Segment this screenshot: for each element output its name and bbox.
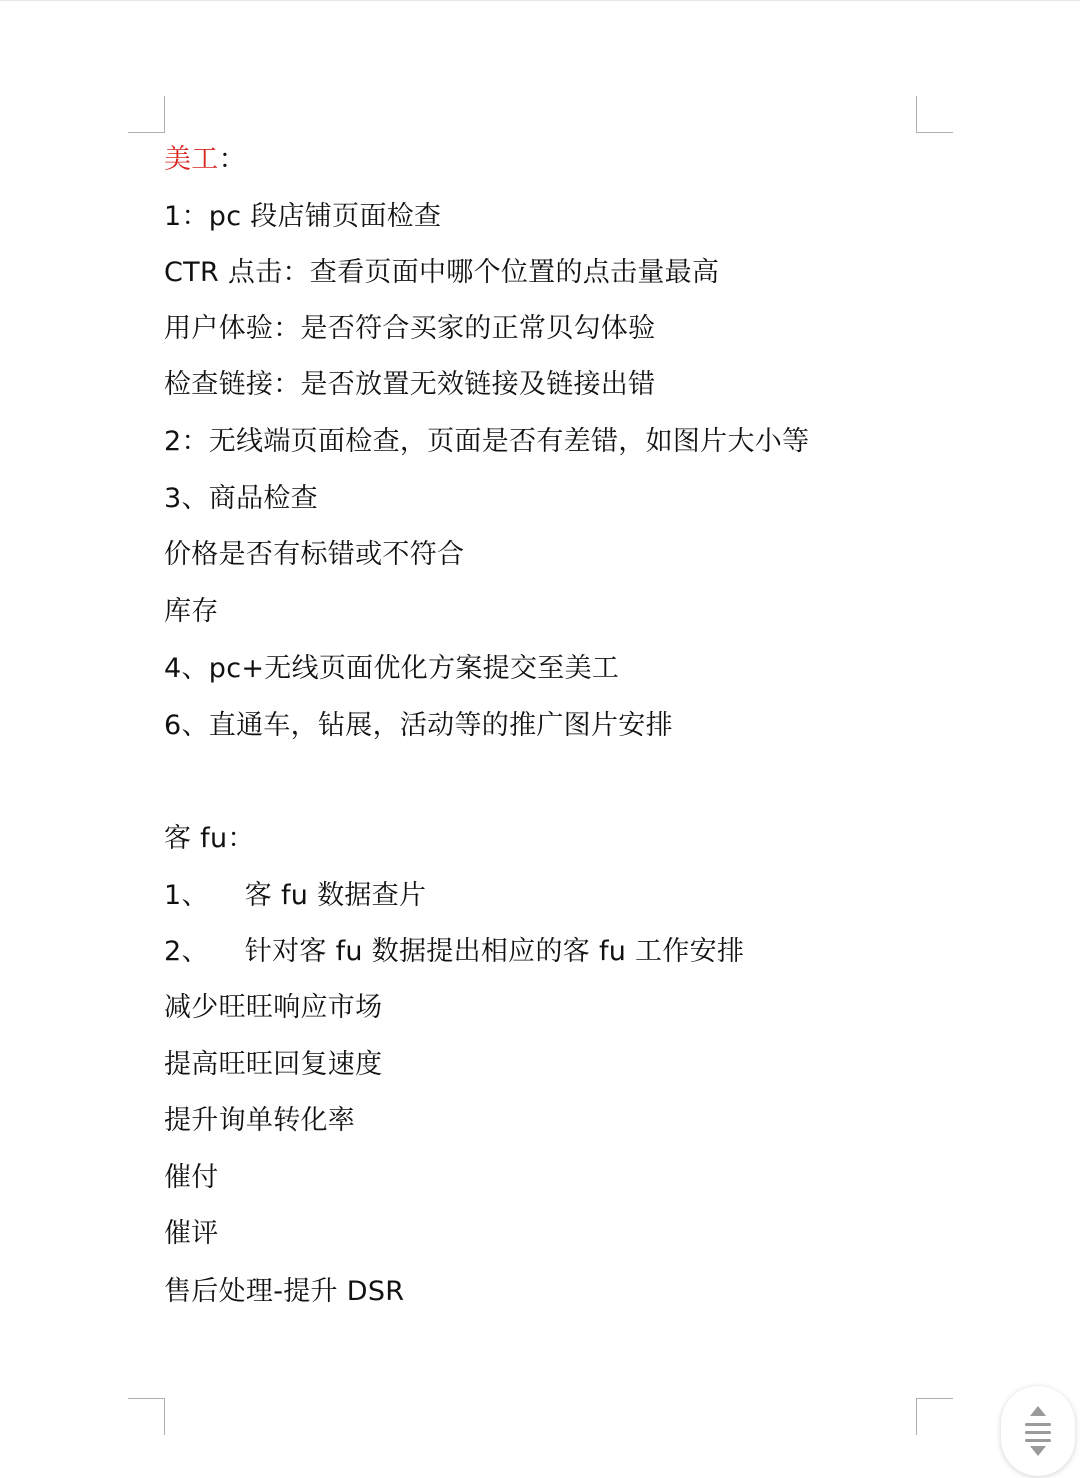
text-line: CTR 点击：查看页面中哪个位置的点击量最高 xyxy=(164,257,720,288)
text-line: 3、商品检查 xyxy=(164,483,318,514)
text-line: 2：无线端页面检查，页面是否有差错，如图片大小等 xyxy=(164,426,810,457)
item-number: 1、 xyxy=(164,880,209,911)
text-line: 4、pc+无线页面优化方案提交至美工 xyxy=(164,653,620,684)
text-line: 售后处理-提升 DSR xyxy=(164,1276,405,1307)
margin-mark-top-right xyxy=(916,96,953,133)
text-line: 减少旺旺响应市场 xyxy=(164,992,383,1023)
margin-mark-bottom-left xyxy=(128,1398,165,1435)
text-line: 催付 xyxy=(164,1162,219,1193)
numbered-item xyxy=(164,934,744,970)
section-heading-meigong xyxy=(164,142,246,178)
text-line: 用户体验：是否符合买家的正常贝勾体验 xyxy=(164,313,656,344)
text-line: 6、直通车，钻展，活动等的推广图片安排 xyxy=(164,710,673,741)
margin-mark-top-left xyxy=(128,96,165,133)
numbered-item xyxy=(164,878,426,914)
item-text: 客 fu 数据查片 xyxy=(244,880,427,911)
scroll-handle-button[interactable] xyxy=(1001,1386,1075,1476)
margin-mark-bottom-right xyxy=(916,1398,953,1435)
section-heading-kefu: 客 fu： xyxy=(164,823,255,854)
heading-red-text: 美工 xyxy=(164,144,219,175)
item-text: 针对客 fu 数据提出相应的客 fu 工作安排 xyxy=(244,936,745,967)
heading-colon: ： xyxy=(218,144,246,175)
text-line: 提高旺旺回复速度 xyxy=(164,1049,383,1080)
text-line: 检查链接：是否放置无效链接及链接出错 xyxy=(164,369,656,400)
text-line: 催评 xyxy=(164,1218,219,1249)
item-number: 2、 xyxy=(164,936,209,967)
text-line: 提升询单转化率 xyxy=(164,1105,356,1136)
scroll-handle-icon xyxy=(1001,1386,1075,1476)
text-line: 价格是否有标错或不符合 xyxy=(164,539,465,570)
top-divider xyxy=(0,0,1080,1)
text-line: 1：pc 段店铺页面检查 xyxy=(164,201,442,232)
text-line: 库存 xyxy=(164,596,219,627)
